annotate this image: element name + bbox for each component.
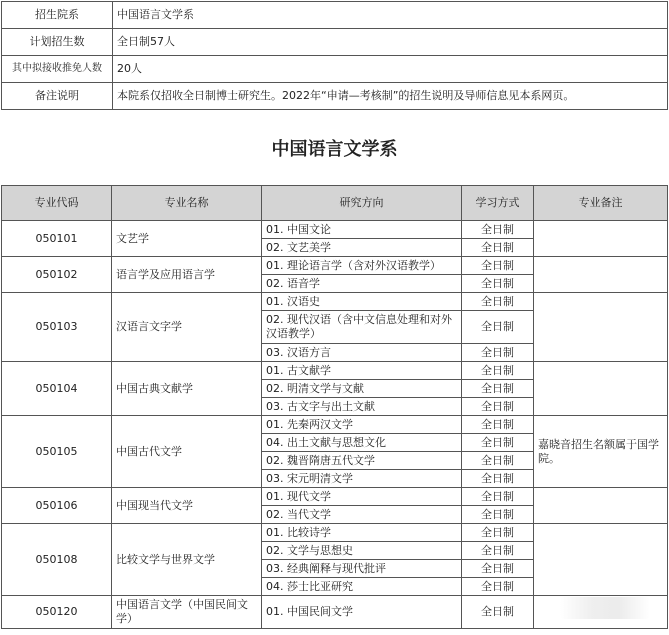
- mode-cell: 全日制: [462, 542, 534, 560]
- major-code: 050101: [2, 221, 112, 257]
- direction-cell: 04. 出土文献与思想文化: [262, 434, 462, 452]
- info-row-remarks: [2, 83, 668, 110]
- table-row: [2, 221, 668, 239]
- table-row: [2, 488, 668, 506]
- major-code: 050104: [2, 362, 112, 416]
- mode-cell: 全日制: [462, 275, 534, 293]
- major-code: 050108: [2, 524, 112, 596]
- major-name: 中国现当代文学: [112, 488, 262, 524]
- direction-cell: 02. 文艺美学: [262, 239, 462, 257]
- direction-cell: 03. 古文字与出土文献: [262, 398, 462, 416]
- mode-cell: 全日制: [462, 434, 534, 452]
- direction-cell: 02. 文学与思想史: [262, 542, 462, 560]
- direction-cell: 01. 理论语言学（含对外汉语教学）: [262, 257, 462, 275]
- major-code: 050106: [2, 488, 112, 524]
- direction-cell: 02. 语音学: [262, 275, 462, 293]
- header-code: 专业代码: [2, 186, 112, 221]
- mode-cell: 全日制: [462, 362, 534, 380]
- direction-cell: 01. 汉语史: [262, 293, 462, 311]
- major-note: [534, 488, 668, 524]
- direction-cell: 01. 中国文论: [262, 221, 462, 239]
- direction-cell: 03. 汉语方言: [262, 344, 462, 362]
- table-header-row: [2, 186, 668, 221]
- mode-cell: 全日制: [462, 524, 534, 542]
- major-code: 050102: [2, 257, 112, 293]
- direction-cell: 04. 莎士比亚研究: [262, 578, 462, 596]
- info-value: 本院系仅招收全日制博士研究生。2022年“申请—考核制”的招生说明及导师信息见本系网页。: [113, 83, 668, 110]
- table-row: [2, 293, 668, 311]
- mode-cell: 全日制: [462, 452, 534, 470]
- mode-cell: 全日制: [462, 578, 534, 596]
- major-note: [534, 221, 668, 257]
- info-label: 招生院系: [2, 2, 113, 29]
- info-row-recommend: [2, 56, 668, 83]
- mode-cell: 全日制: [462, 416, 534, 434]
- major-name: 文艺学: [112, 221, 262, 257]
- major-code: 050103: [2, 293, 112, 362]
- direction-cell: 01. 现代文学: [262, 488, 462, 506]
- major-note: [534, 362, 668, 416]
- mode-cell: 全日制: [462, 239, 534, 257]
- major-note: [534, 524, 668, 596]
- major-name: 语言学及应用语言学: [112, 257, 262, 293]
- table-row: [2, 416, 668, 434]
- mode-cell: 全日制: [462, 221, 534, 239]
- mode-cell: 全日制: [462, 380, 534, 398]
- major-note: [534, 257, 668, 293]
- direction-cell: 03. 宋元明清文学: [262, 470, 462, 488]
- major-code: 050120: [2, 596, 112, 629]
- major-name: 中国古典文献学: [112, 362, 262, 416]
- major-name: 汉语言文字学: [112, 293, 262, 362]
- mode-cell: 全日制: [462, 470, 534, 488]
- major-name: 中国语言文学（中国民间文学）: [112, 596, 262, 629]
- direction-cell: 02. 现代汉语（含中文信息处理和对外汉语教学）: [262, 311, 462, 344]
- major-code: 050105: [2, 416, 112, 488]
- mode-cell: 全日制: [462, 311, 534, 344]
- department-title: 中国语言文学系: [271, 139, 398, 160]
- mode-cell: 全日制: [462, 560, 534, 578]
- info-row-plan: [2, 29, 668, 56]
- info-value: 中国语言文学系: [113, 2, 668, 29]
- direction-cell: 03. 经典阐释与现代批评: [262, 560, 462, 578]
- mode-cell: 全日制: [462, 506, 534, 524]
- header-note: 专业备注: [534, 186, 668, 221]
- major-name: 比较文学与世界文学: [112, 524, 262, 596]
- table-row: [2, 257, 668, 275]
- direction-cell: 01. 古文献学: [262, 362, 462, 380]
- mode-cell: 全日制: [462, 344, 534, 362]
- info-label: 备注说明: [2, 83, 113, 110]
- major-note: 嘉晓音招生名额属于国学院。: [534, 416, 668, 488]
- direction-cell: 02. 魏晋隋唐五代文学: [262, 452, 462, 470]
- info-label: 计划招生数: [2, 29, 113, 56]
- majors-table: [1, 185, 668, 629]
- mode-cell: 全日制: [462, 488, 534, 506]
- table-row: [2, 362, 668, 380]
- major-name: 中国古代文学: [112, 416, 262, 488]
- header-name: 专业名称: [112, 186, 262, 221]
- admission-info-table: [1, 1, 668, 110]
- direction-cell: 01. 中国民间文学: [262, 596, 462, 629]
- info-value: 全日制57人: [113, 29, 668, 56]
- info-label: 其中拟接收推免人数: [2, 56, 113, 83]
- header-direction: 研究方向: [262, 186, 462, 221]
- direction-cell: 01. 先秦两汉文学: [262, 416, 462, 434]
- header-mode: 学习方式: [462, 186, 534, 221]
- info-value: 20人: [113, 56, 668, 83]
- table-row: [2, 524, 668, 542]
- info-row-department: [2, 2, 668, 29]
- mode-cell: 全日制: [462, 596, 534, 629]
- direction-cell: 02. 明清文学与文献: [262, 380, 462, 398]
- watermark: [560, 597, 650, 619]
- major-note: [534, 293, 668, 362]
- mode-cell: 全日制: [462, 398, 534, 416]
- direction-cell: 02. 当代文学: [262, 506, 462, 524]
- mode-cell: 全日制: [462, 293, 534, 311]
- direction-cell: 01. 比较诗学: [262, 524, 462, 542]
- mode-cell: 全日制: [462, 257, 534, 275]
